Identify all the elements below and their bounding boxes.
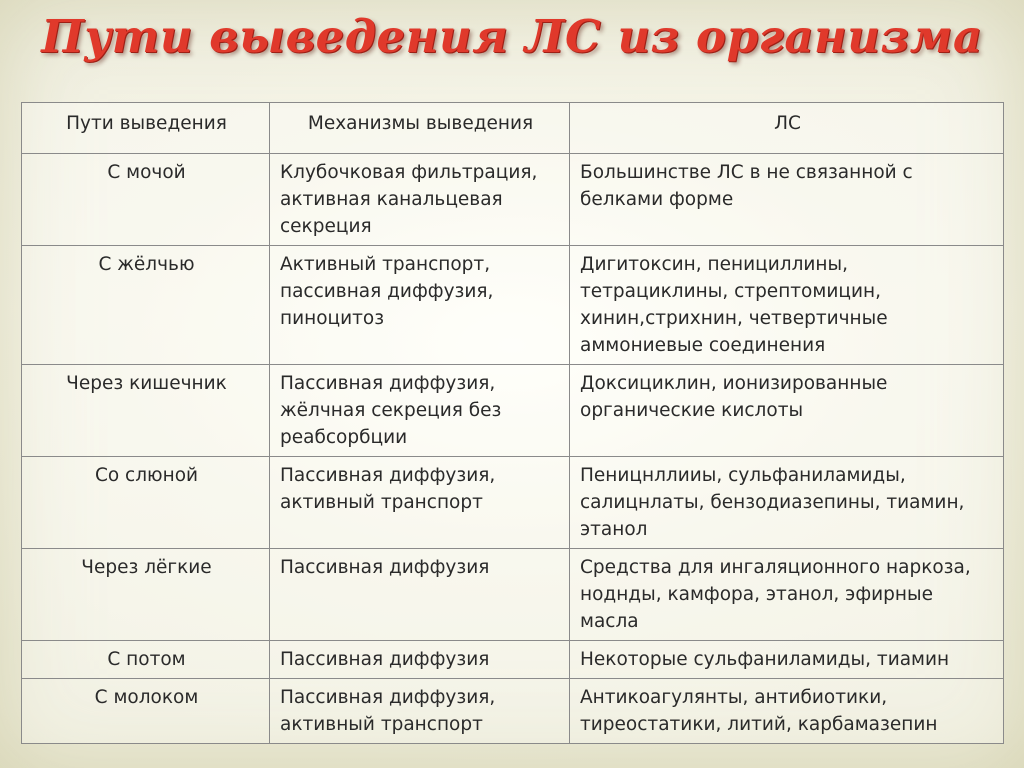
- table-row: [22, 679, 1004, 744]
- mechanism-cell: Пассивная диффузия: [270, 549, 570, 641]
- drugs-cell: Пеницнллииы, сульфаниламиды, салицнлаты, бензодиазепины, тиамин, этанол: [570, 457, 1004, 549]
- header-routes: Пути выведения: [22, 103, 270, 154]
- table-row: [22, 641, 1004, 679]
- drugs-cell: Некоторые сульфаниламиды, тиамин: [570, 641, 1004, 679]
- header-mechanisms: Механизмы выведения: [270, 103, 570, 154]
- route-cell: С жёлчью: [22, 246, 270, 365]
- mechanism-cell: Пассивная диффузия, активный транспорт: [270, 457, 570, 549]
- drugs-cell: Антикоагулянты, антибиотики, тиреостатики, литий, карбамазепин: [570, 679, 1004, 744]
- table-row: [22, 365, 1004, 457]
- excretion-routes-table: [21, 102, 1004, 744]
- mechanism-cell: Пассивная диффузия: [270, 641, 570, 679]
- table-row: [22, 154, 1004, 246]
- route-cell: С потом: [22, 641, 270, 679]
- slide-title: Пути выведения ЛС из организма: [41, 10, 983, 63]
- drugs-cell: Большинстве ЛС в не связанной с белками форме: [570, 154, 1004, 246]
- table-header-row: [22, 103, 1004, 154]
- route-cell: Через кишечник: [22, 365, 270, 457]
- drugs-cell: Средства для ингаляционного наркоза, ноднды, камфора, этанол, эфирные масла: [570, 549, 1004, 641]
- table-row: [22, 246, 1004, 365]
- route-cell: Через лёгкие: [22, 549, 270, 641]
- drugs-cell: Доксициклин, ионизированные органические кислоты: [570, 365, 1004, 457]
- route-cell: Со слюной: [22, 457, 270, 549]
- table-row: [22, 549, 1004, 641]
- table-row: [22, 457, 1004, 549]
- header-drugs: ЛС: [570, 103, 1004, 154]
- route-cell: С молоком: [22, 679, 270, 744]
- mechanism-cell: Клубочковая фильтрация, активная канальцевая секреция: [270, 154, 570, 246]
- mechanism-cell: Пассивная диффузия, активный транспорт: [270, 679, 570, 744]
- route-cell: С мочой: [22, 154, 270, 246]
- drugs-cell: Дигитоксин, пенициллины, тетрациклины, стрептомицин, хинин,стрихнин, четвертичные аммониевые соединения: [570, 246, 1004, 365]
- mechanism-cell: Пассивная диффузия, жёлчная секреция без реабсорбции: [270, 365, 570, 457]
- mechanism-cell: Активный транспорт, пассивная диффузия, пиноцитоз: [270, 246, 570, 365]
